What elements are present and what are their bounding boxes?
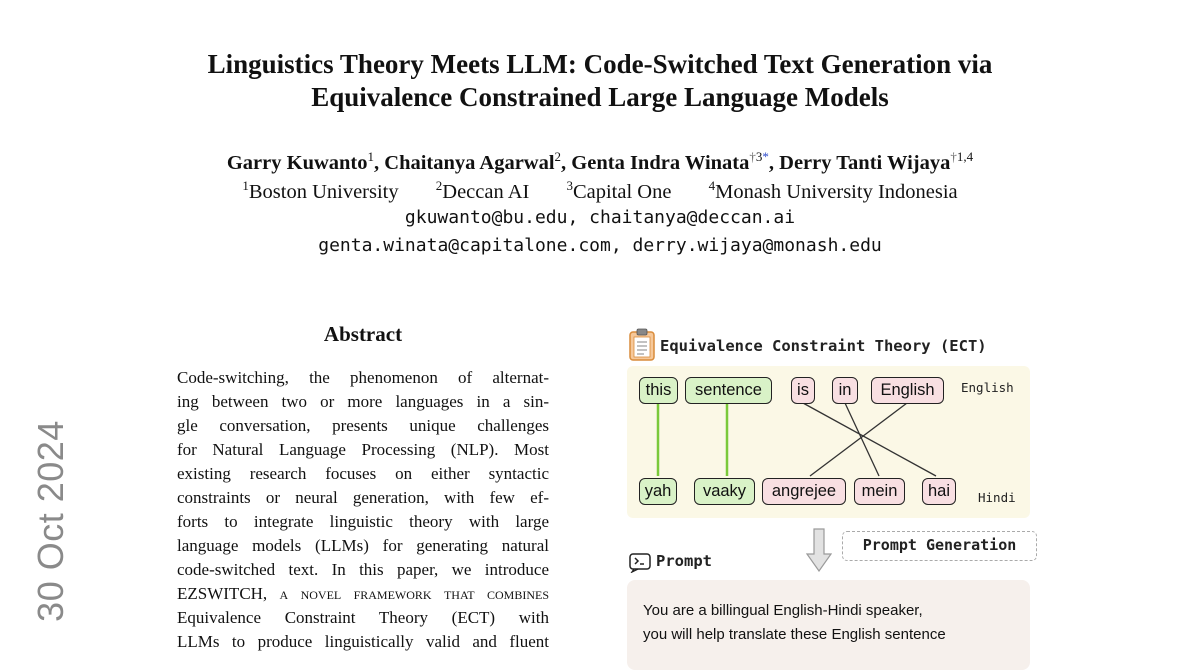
affiliation: $^2$Deccan AI [435, 178, 530, 203]
hindi-label: Hindi [978, 490, 1016, 505]
prompt-label: Prompt [656, 552, 712, 570]
abstract-line: forts to integrate linguistic theory with large [177, 512, 549, 531]
email-line-2: genta.winata@capitalone.com, derry.wijaya@monash.edu [318, 235, 882, 256]
affiliation: $^1$Boston University [242, 178, 399, 203]
abstract-line: existing research focuses on either syntactic [177, 464, 549, 483]
alignment-line [810, 403, 907, 476]
abstract-line: EZSWITCH, a novel framework that combines [177, 584, 549, 603]
author: Genta Indra Winata$^{\dagger 3*}$, [571, 149, 780, 174]
abstract-line: Equivalence Constraint Theory (ECT) with [177, 608, 549, 627]
author: Garry Kuwanto$^1$, [226, 149, 385, 174]
abstract-line: gle conversation, presents unique challenges [177, 416, 549, 435]
affiliation: $^4$Monash University Indonesia [708, 178, 958, 203]
prompt-generation-label: Prompt Generation [842, 531, 1037, 561]
author-list [100, 149, 1100, 175]
ect-title: Equivalence Constraint Theory (ECT) [660, 337, 987, 355]
ect-figure [620, 322, 1050, 648]
author: Chaitanya Agarwal$^2$, [384, 149, 572, 174]
paper-title [150, 48, 1050, 114]
clipboard-icon [628, 328, 656, 362]
arxiv-date-stamp [27, 418, 75, 624]
hindi-token: angrejee [762, 478, 846, 505]
abstract-line: constraints or neural generation, with few ef- [177, 488, 549, 507]
abstract-line: code-switched text. In this paper, we introduce [177, 560, 549, 579]
affiliation: $^3$Capital One [566, 178, 672, 203]
title-line-1: Linguistics Theory Meets LLM: Code-Switched Text Generation via [207, 49, 993, 79]
english-label: English [961, 380, 1014, 395]
english-token: this [639, 377, 678, 404]
title-line-2: Equivalence Constrained Large Language Models [311, 82, 889, 112]
prompt-line: you will help translate these English sentence [643, 626, 946, 643]
abstract-line: for Natural Language Processing (NLP). Most [177, 440, 549, 459]
english-token: sentence [685, 377, 772, 404]
ect-alignment-panel [627, 366, 1030, 518]
hindi-token: mein [854, 478, 905, 505]
abstract-heading: Abstract [323, 322, 403, 346]
alignment-line [845, 403, 879, 476]
down-arrow-icon [806, 528, 832, 572]
abstract-line: LLMs to produce linguistically valid and fluent [177, 632, 549, 651]
terminal-icon [629, 553, 651, 573]
hindi-token: hai [922, 478, 956, 505]
english-token: is [791, 377, 815, 404]
abstract-line: ing between two or more languages in a sin- [177, 392, 549, 411]
english-token: in [832, 377, 858, 404]
hindi-token: vaaky [694, 478, 755, 505]
prompt-panel [627, 580, 1030, 670]
hindi-token: yah [639, 478, 677, 505]
abstract-line: language models (LLMs) for generating natural [177, 536, 549, 555]
prompt-line: You are a billingual English-Hindi speaker, [643, 602, 923, 619]
abstract-line: Code-switching, the phenomenon of alternat- [177, 368, 549, 387]
email-line-1: gkuwanto@bu.edu, chaitanya@deccan.ai [404, 207, 796, 228]
english-token: English [871, 377, 944, 404]
author: Derry Tanti Wijaya$^{\dagger 1,4}$ [779, 149, 974, 174]
affiliation-list [100, 178, 1100, 204]
alignment-line [803, 403, 936, 476]
arxiv-date-text: 30 Oct 2024 [30, 420, 72, 622]
